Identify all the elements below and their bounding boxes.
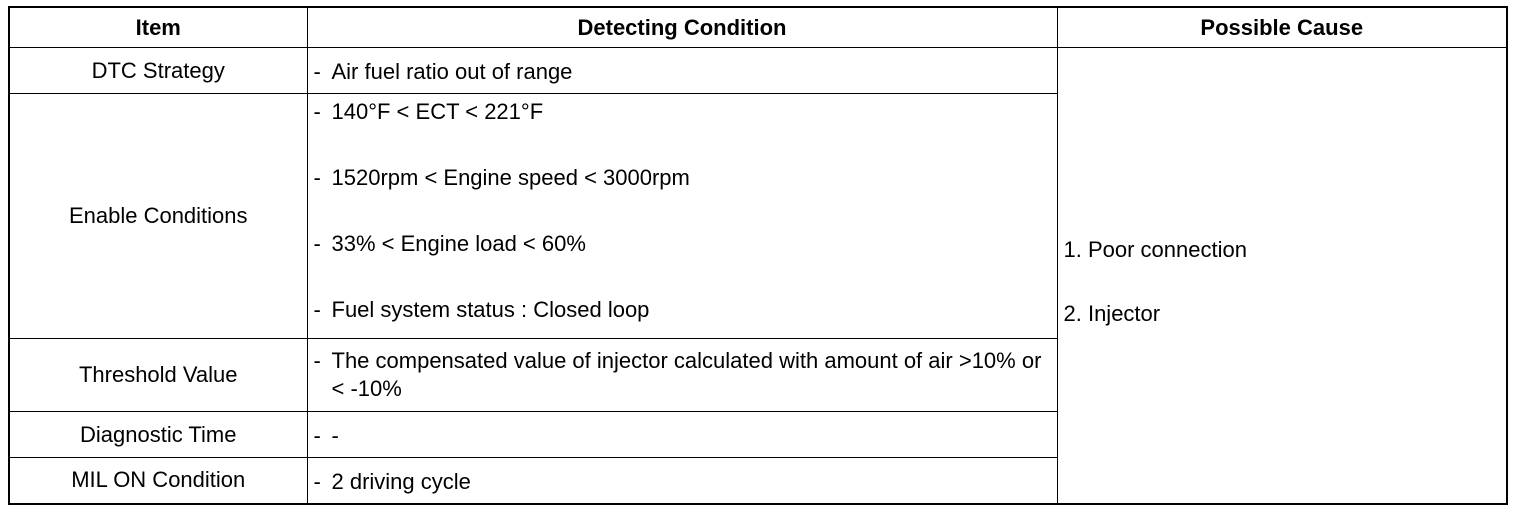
condition-text: - <box>331 423 339 448</box>
condition-text: 2 driving cycle <box>331 469 471 494</box>
cause-item: 2. Injector <box>1063 301 1161 327</box>
condition-cell <box>307 94 1057 339</box>
header-possible-cause: Possible Cause <box>1057 7 1507 48</box>
item-cell: DTC Strategy <box>9 48 307 94</box>
bullet-dash: - <box>313 348 321 373</box>
cause-item: 1. Poor connection <box>1063 237 1247 263</box>
condition-line <box>314 164 1051 230</box>
header-row <box>9 7 1507 48</box>
condition-text: 1520rpm < Engine speed < 3000rpm <box>331 165 690 190</box>
condition-cell <box>307 48 1057 94</box>
condition-text: The compensated value of injector calculated with amount of air >10% or < -10% <box>331 348 1042 401</box>
bullet-dash: - <box>313 231 321 256</box>
header-item: Item <box>9 7 307 48</box>
cause-list <box>1064 236 1507 328</box>
item-cell: Diagnostic Time <box>9 412 307 458</box>
condition-cell <box>307 339 1057 412</box>
bullet-dash: - <box>313 423 321 448</box>
bullet-dash: - <box>313 469 321 494</box>
condition-line <box>314 48 1051 86</box>
possible-cause-cell <box>1057 48 1507 504</box>
condition-line <box>314 230 1051 296</box>
bullet-dash: - <box>313 99 321 124</box>
condition-line <box>314 412 1051 450</box>
dtc-table <box>8 6 1508 505</box>
condition-line <box>314 339 1051 403</box>
item-cell: Enable Conditions <box>9 94 307 339</box>
condition-text: 140°F < ECT < 221°F <box>331 99 544 124</box>
condition-cell <box>307 412 1057 458</box>
item-cell: MIL ON Condition <box>9 458 307 504</box>
item-cell: Threshold Value <box>9 339 307 412</box>
condition-text: Fuel system status : Closed loop <box>331 297 650 322</box>
condition-line <box>314 98 1051 164</box>
condition-text: Air fuel ratio out of range <box>331 59 573 84</box>
bullet-dash: - <box>313 165 321 190</box>
enable-condition-list <box>314 94 1051 324</box>
bullet-dash: - <box>313 297 321 322</box>
header-detecting-condition: Detecting Condition <box>307 7 1057 48</box>
condition-cell <box>307 458 1057 504</box>
condition-text: 33% < Engine load < 60% <box>331 231 586 256</box>
bullet-dash: - <box>313 59 321 84</box>
condition-line <box>314 296 1051 324</box>
condition-line <box>314 458 1051 496</box>
table-row-dtc-strategy <box>9 48 1507 94</box>
